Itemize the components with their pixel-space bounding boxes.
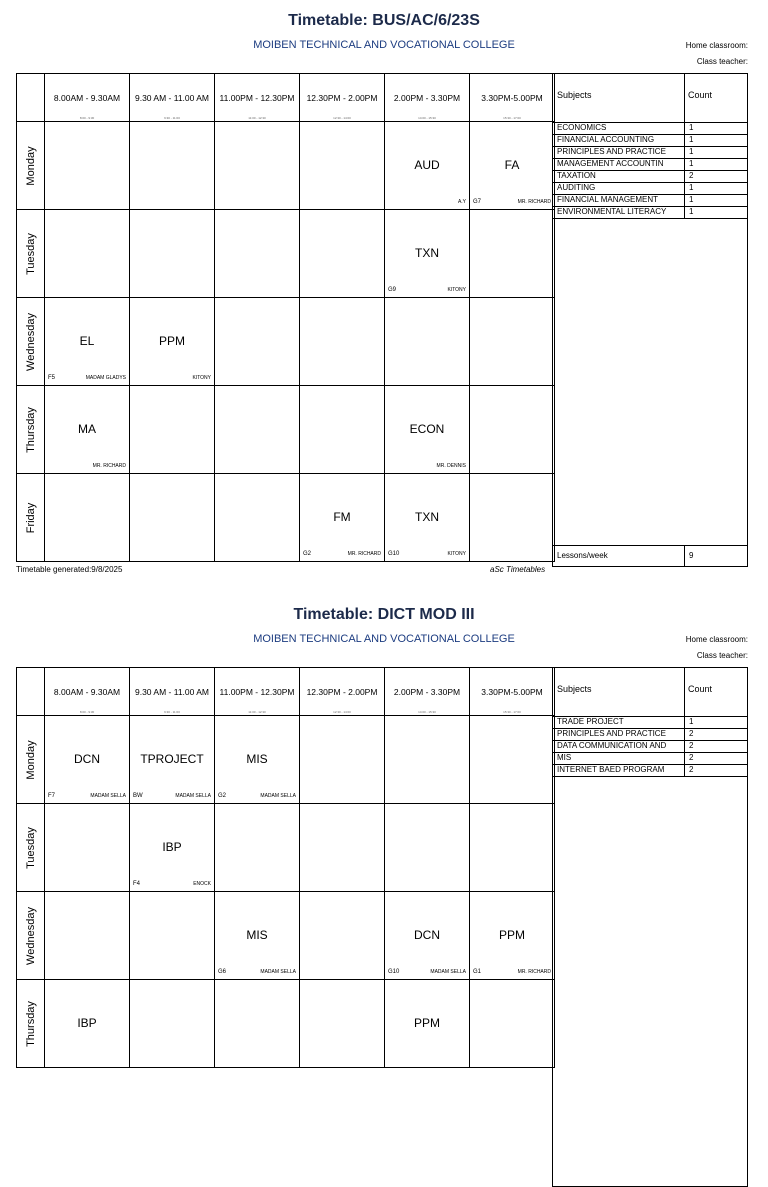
lesson-cell [45,892,130,980]
time-slot-small: 15:30 - 17:00 [503,710,521,714]
lesson-cell [385,386,470,474]
time-slot-header [45,74,130,122]
subject-count: 1 [684,182,693,194]
lesson-cell [470,122,555,210]
time-slot-small: 14:00 - 15:30 [418,710,436,714]
lesson-cell [300,716,385,804]
subject-count: 1 [684,122,693,134]
lesson-cell [130,804,215,892]
lesson-cell [215,298,300,386]
lesson-teacher: MR. RICHARD [347,551,381,557]
lesson-subject: ECON [409,422,445,436]
time-slot-header [385,668,470,716]
lesson-subject: TXN [415,510,439,524]
class-teacher-label: Class teacher: [696,651,748,660]
software-brand: aSc Timetables [490,565,546,574]
lesson-cell [470,210,555,298]
lesson-cell [300,474,385,562]
subject-row [553,206,747,219]
subject-name: PRINCIPLES AND PRACTICE [557,147,666,156]
time-slot-label: 12.30PM - 2.00PM [306,93,378,103]
subject-name: FINANCIAL MANAGEMENT [557,195,659,204]
lessons-per-week-value: 9 [684,546,693,566]
lesson-cell [300,892,385,980]
lesson-cell [215,210,300,298]
lesson-subject: IBP [77,1016,97,1030]
subject-summary-panel [552,73,748,567]
lesson-room: G9 [388,287,397,293]
lesson-cell [45,122,130,210]
lesson-subject: MIS [246,928,268,942]
corner-cell [17,668,45,716]
time-slot-header [215,668,300,716]
time-slot-header [130,74,215,122]
class-teacher-label: Class teacher: [696,57,748,66]
subjects-heading: Subjects [557,90,592,100]
time-slot-header [470,74,555,122]
time-slot-small: 8:00 - 9:30 [79,116,95,120]
lesson-teacher: MADAM SELLA [175,793,211,799]
subject-summary-header [553,668,747,717]
lesson-cell [130,122,215,210]
subject-summary-panel [552,667,748,1187]
lesson-teacher: MR. RICHARD [517,199,551,205]
lesson-cell [385,210,470,298]
time-slot-label: 8.00AM - 9.30AM [53,93,121,103]
timetable-1 [0,0,768,580]
day-label-cell [17,298,45,386]
time-slot-label: 2.00PM - 3.30PM [393,687,461,697]
lesson-cell [300,122,385,210]
lesson-cell [300,386,385,474]
lesson-subject: PPM [498,928,525,942]
school-name: MOIBEN TECHNICAL AND VOCATIONAL COLLEGE [253,633,515,645]
lesson-teacher: ENOCK [193,881,211,887]
lesson-teacher: KITONY [192,375,211,381]
school-name: MOIBEN TECHNICAL AND VOCATIONAL COLLEGE [253,39,515,51]
lesson-cell [215,122,300,210]
lesson-room: G10 [388,969,400,975]
time-slot-header [45,668,130,716]
subject-name: ECONOMICS [557,123,607,132]
lesson-cell [300,210,385,298]
time-slot-label: 3.30PM-5.00PM [481,687,543,697]
lesson-room: BW [133,793,143,799]
lesson-cell [385,298,470,386]
time-slot-small: 14:00 - 15:30 [418,116,436,120]
home-classroom-label: Home classroom: [685,41,748,50]
time-slot-small: 8:00 - 9:30 [79,710,95,714]
lesson-room: G2 [303,551,312,557]
lesson-teacher: MADAM SELLA [260,969,296,975]
schedule-grid [16,73,555,562]
day-name: Friday [25,502,37,534]
lesson-cell [45,210,130,298]
home-classroom-label: Home classroom: [685,635,748,644]
day-name: Thursday [25,1001,37,1047]
lesson-subject: MIS [246,752,268,766]
lesson-teacher: MADAM SELLA [430,969,466,975]
subject-row [553,764,747,777]
lesson-teacher: MR. RICHARD [517,969,551,975]
lesson-cell [215,386,300,474]
time-slot-label: 9.30 AM - 11.00 AM [134,687,210,697]
subject-name: FINANCIAL ACCOUNTING [557,135,655,144]
lesson-cell [130,892,215,980]
count-heading: Count [688,90,713,100]
subject-count: 1 [684,716,693,728]
subject-count: 1 [684,146,693,158]
lesson-cell [130,210,215,298]
subject-name: DATA COMMUNICATION AND [557,741,667,750]
lesson-room: F7 [48,793,56,799]
lesson-room: G1 [473,969,482,975]
lesson-room: G6 [218,969,227,975]
subjects-heading: Subjects [557,684,592,694]
schedule-grid [16,667,555,1068]
day-name: Thursday [25,407,37,453]
lesson-subject: DCN [414,928,440,942]
lesson-cell [130,386,215,474]
lesson-room: G7 [473,199,482,205]
day-label-cell [17,210,45,298]
time-slot-header [300,668,385,716]
lesson-teacher: KITONY [447,287,466,293]
lesson-cell [385,716,470,804]
lesson-subject: TPROJECT [140,752,204,766]
subject-summary-header [553,74,747,123]
subject-count: 1 [684,134,693,146]
subject-count: 2 [684,740,693,752]
day-name: Tuesday [25,233,37,275]
day-label-cell [17,892,45,980]
time-slot-header [470,668,555,716]
lesson-subject: PPM [158,334,185,348]
subject-name: AUDITING [557,183,596,192]
lesson-subject: TXN [415,246,439,260]
lesson-cell [470,716,555,804]
time-slot-header [300,74,385,122]
time-slot-header [385,74,470,122]
lesson-cell [385,892,470,980]
time-slot-label: 11.00PM - 12.30PM [219,687,295,697]
subject-count: 2 [684,728,693,740]
lesson-room: G10 [388,551,400,557]
lesson-room: F5 [48,375,56,381]
lesson-subject: IBP [162,840,182,854]
lesson-cell [45,386,130,474]
time-slot-label: 8.00AM - 9.30AM [53,687,121,697]
day-label-cell [17,386,45,474]
corner-cell [17,74,45,122]
lesson-cell [45,716,130,804]
subject-count: 2 [684,752,693,764]
lesson-cell [385,804,470,892]
subject-count: 1 [684,158,693,170]
lesson-teacher: A.Y [457,199,466,205]
generated-date: Timetable generated:9/8/2025 [16,565,123,574]
day-name: Wednesday [25,313,37,371]
day-label-cell [17,804,45,892]
time-slot-label: 12.30PM - 2.00PM [306,687,378,697]
time-slot-small: 12:30 - 14:00 [333,116,351,120]
lesson-subject: MA [78,422,96,436]
lesson-subject: FA [504,158,520,172]
subject-name: TAXATION [557,171,596,180]
lesson-cell [385,474,470,562]
lesson-cell [470,892,555,980]
lesson-teacher: MR. RICHARD [92,463,126,469]
lesson-subject: EL [79,334,95,348]
time-slot-small: 9:30 - 11:00 [164,116,180,120]
day-name: Monday [25,740,37,780]
day-label-cell [17,474,45,562]
subject-name: ENVIRONMENTAL LITERACY [557,207,667,216]
day-name: Monday [25,146,37,186]
subject-name: PRINCIPLES AND PRACTICE [557,729,666,738]
time-slot-small: 11:00 - 12:30 [248,116,266,120]
subject-name: MANAGEMENT ACCOUNTIN [557,159,664,168]
lesson-cell [130,474,215,562]
day-label-cell [17,122,45,210]
time-slot-small: 9:30 - 11:00 [164,710,180,714]
lesson-room: G2 [218,793,227,799]
timetable-2 [0,594,768,1174]
lesson-cell [215,804,300,892]
lesson-cell [470,298,555,386]
subject-count: 1 [684,194,693,206]
lesson-subject: AUD [414,158,440,172]
time-slot-label: 11.00PM - 12.30PM [219,93,295,103]
time-slot-small: 11:00 - 12:30 [248,710,266,714]
lesson-cell [45,298,130,386]
subject-name: MIS [557,753,572,762]
time-slot-label: 2.00PM - 3.30PM [393,93,461,103]
lesson-cell [215,716,300,804]
lesson-cell [470,386,555,474]
count-heading: Count [688,684,713,694]
lesson-room: F4 [133,881,141,887]
lessons-per-week-label: Lessons/week [557,551,608,560]
lesson-subject: DCN [74,752,100,766]
day-label-cell [17,716,45,804]
lesson-cell [470,474,555,562]
time-slot-header [215,74,300,122]
subject-name: INTERNET BAED PROGRAM [557,765,665,774]
lesson-teacher: KITONY [447,551,466,557]
subject-count: 2 [684,170,693,182]
lesson-cell [130,298,215,386]
lesson-cell [45,804,130,892]
day-name: Wednesday [25,907,37,965]
time-slot-small: 12:30 - 14:00 [333,710,351,714]
lesson-cell [215,892,300,980]
lesson-teacher: MADAM SELLA [90,793,126,799]
lesson-cell [45,474,130,562]
lesson-cell [470,804,555,892]
lesson-teacher: MADAM SELLA [260,793,296,799]
lesson-cell [385,122,470,210]
lesson-cell [215,474,300,562]
subject-name: TRADE PROJECT [557,717,624,726]
timetable-title: Timetable: BUS/AC/6/23S [288,12,480,29]
subject-count: 1 [684,206,693,218]
time-slot-small: 15:30 - 17:00 [503,116,521,120]
time-slot-label: 3.30PM-5.00PM [481,93,543,103]
timetable-title: Timetable: DICT MOD III [293,606,475,623]
lesson-teacher: MADAM GLADYS [85,375,126,381]
day-name: Tuesday [25,827,37,869]
time-slot-header [130,668,215,716]
lesson-teacher: MR. DENNIS [436,463,466,469]
lesson-cell [300,804,385,892]
lesson-subject: PPM [413,1016,440,1030]
subject-count: 2 [684,764,693,776]
lesson-cell [130,716,215,804]
lesson-subject: FM [333,510,351,524]
lesson-cell [300,298,385,386]
time-slot-label: 9.30 AM - 11.00 AM [134,93,210,103]
lessons-per-week-row [553,545,747,566]
